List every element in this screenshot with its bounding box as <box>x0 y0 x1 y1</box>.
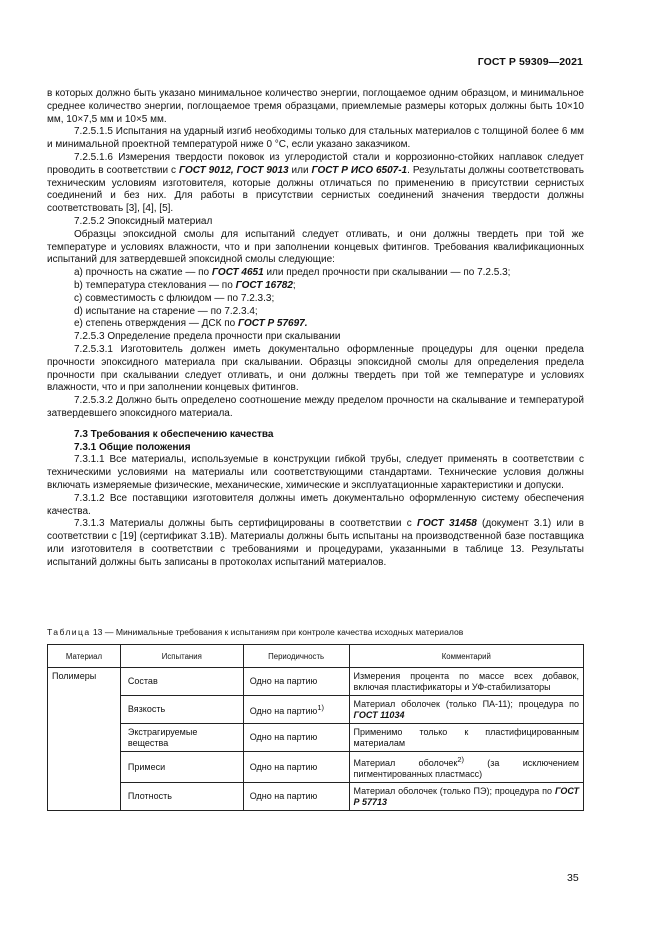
frequency-cell <box>243 668 349 696</box>
comment-cell <box>349 752 583 783</box>
paragraph-7-2-5-1-6 <box>47 152 584 216</box>
column-header-material: Материал <box>48 645 121 668</box>
text-segment: b) температура стеклования — по <box>74 279 236 291</box>
caption-text: 13 — Минимальные требования к испытаниям при контроле качества исходных материалов <box>90 627 464 637</box>
standard-reference: ГОСТ 11034 <box>353 709 405 720</box>
table-row <box>48 783 584 811</box>
comment-cell <box>349 668 583 696</box>
comment-text: Материал оболочек (только ПА-11); процедура по <box>353 698 579 709</box>
footnote-marker: 1) <box>317 703 324 712</box>
document-body <box>47 88 584 569</box>
standard-reference: ГОСТ Р 57713 <box>353 785 579 807</box>
comment-cell <box>349 724 583 752</box>
text-segment: 7.3.1.3 Материалы должны быть сертифицированы в соответствии с <box>74 518 417 530</box>
list-item: c) совместимость с флюидом — по 7.2.3.3; <box>74 292 275 304</box>
paragraph: Образцы эпоксидной смолы для испытаний следует отливать, и они должны твердеть при той же температуре и условиях влажности, что и при заполнении концевых фитингов. Требования квалификационных испытаний для затвердевшей эпоксидной смолы следующие: <box>47 228 584 266</box>
frequency-text: Одно на партию <box>249 676 318 686</box>
table-header-row <box>48 645 584 668</box>
list-item <box>47 318 584 331</box>
table-row <box>48 696 584 724</box>
paragraph: в которых должно быть указано минимальное количество энергии, поглощаемое одним образцом, и минимальное среднее количество энергии, поглощаемое тремя образцами, приемлемые размеры которых должны быть 10×10 мм, 10×7,5 мм и 10×5 мм. <box>47 88 584 125</box>
paragraph: 7.2.5.3.1 Изготовитель должен иметь документально оформленные процедуры для оценки предела прочности эпоксидного материала при скалывании. Образцы эпоксидной смолы для определения предела прочности при скалывании следует отливать, и они должны твердеть при той же температуре и условиях влажности, что и при заполнении концевых фитингов. <box>47 343 584 394</box>
table-row <box>48 668 584 696</box>
paragraph: 7.2.5.3.2 Должно быть определено соотношение между пределом прочности на скалывание и температурой затвердевшего эпоксидного материала. <box>47 395 584 419</box>
list-item: d) испытание на старение — по 7.2.3.4; <box>74 305 258 317</box>
comment-text: Материал оболочек (только ПЭ); процедура по <box>353 785 555 796</box>
text-segment: (документ 3.1) или в соответствии с [19] (сертификат 3.1В). Материалы должны быть испытаны на производственной базе поставщика или изготовителя в соответствии с требованиями и процедурами, указанными в таблице 13. Результаты испытаний должны быть записаны в протоколах испытаний материалов. <box>47 518 584 568</box>
list-item <box>47 267 584 280</box>
comment-text: Применимо только к пластифицированным материалам <box>353 726 579 748</box>
test-cell: Состав <box>120 668 243 696</box>
test-cell: Плотность <box>120 783 243 811</box>
text-segment: 7.2.5.1.6 Измерения твердости поковок из углеродистой стали и коррозионно-стойких наплавок следует проводить в соответствии с <box>47 151 584 176</box>
frequency-cell <box>243 724 349 752</box>
standard-reference: ГОСТ Р 57697. <box>237 318 308 330</box>
section-heading-7-3-1: 7.3.1 Общие положения <box>74 441 191 453</box>
text-segment: или предел прочности при скалывании — по 7.2.5.3; <box>263 267 511 279</box>
table-row <box>48 724 584 752</box>
comment-text: (за исключением пигментированных пластмасс) <box>353 758 579 779</box>
text-segment: или <box>288 164 312 176</box>
text-segment: e) степень отверждения — ДСК по <box>74 318 238 330</box>
table-caption <box>47 627 587 637</box>
subsection-heading: 7.2.5.2 Эпоксидный материал <box>74 215 213 227</box>
frequency-cell <box>243 696 349 724</box>
standard-reference: ГОСТ 4651 <box>211 267 264 279</box>
paragraph-7-2-5-1-5: 7.2.5.1.5 Испытания на ударный изгиб необходимы только для стальных материалов с толщиной более 6 мм и минимальной проектной температурой ниже 0 °С, если указано заказчиком. <box>47 126 584 151</box>
frequency-text: Одно на партию <box>249 732 318 742</box>
frequency-cell <box>243 783 349 811</box>
frequency-text: Одно на партию <box>249 761 318 772</box>
paragraph: 7.3.1.1 Все материалы, используемые в конструкции гибкой трубы, следует применять в соответствии с техническими условиями на материалы или соответствующими стандартами. Технические условия должны включать измеряемые физические, механические, химические и эксплуатационные характеристики и допуски. <box>47 454 584 491</box>
section-heading-7-3: 7.3 Требования к обеспечению качества <box>74 428 274 440</box>
text-segment: а) прочность на сжатие — по <box>74 267 212 279</box>
frequency-text: Одно на партию <box>249 791 318 801</box>
table-row <box>48 752 584 783</box>
material-cell: Полимеры <box>48 668 121 811</box>
column-header-frequency: Периодичность <box>243 645 349 668</box>
footnote-marker: 2) <box>457 755 464 764</box>
text-segment: ; <box>292 279 296 291</box>
column-header-tests: Испытания <box>120 645 243 668</box>
subsection-heading: 7.2.5.3 Определение предела прочности при скалывании <box>74 331 341 343</box>
page-number: 35 <box>567 872 579 884</box>
standard-reference: ГОСТ 31458 <box>416 518 477 530</box>
standard-reference: ГОСТ Р ИСО 6507-1 <box>311 164 408 176</box>
frequency-text: Одно на партию <box>249 706 318 716</box>
caption-label: Таблица <box>47 627 91 637</box>
test-cell: Вязкость <box>120 696 243 724</box>
test-cell: Примеси <box>120 752 243 783</box>
standard-reference: ГОСТ 9012, ГОСТ 9013 <box>178 164 289 176</box>
document-id-header: ГОСТ Р 59309—2021 <box>477 56 583 68</box>
comment-cell <box>349 696 583 724</box>
requirements-table <box>47 644 584 811</box>
column-header-comment: Комментарий <box>349 645 583 668</box>
comment-cell <box>349 783 583 811</box>
comment-text: Материал оболочек <box>353 758 458 768</box>
paragraph: 7.3.1.2 Все поставщики изготовителя должны иметь документально оформленную систему обеспечения качества. <box>47 492 584 517</box>
test-cell: Экстрагируемые вещества <box>120 724 243 752</box>
frequency-cell <box>243 752 349 783</box>
comment-text: Измерения процента по массе всех добавок, включая пластификаторы и УФ-стабилизаторы <box>353 670 579 692</box>
text-segment: . Результаты должны соответствовать техническим условиям изготовителя, которые должны отличаться по применению в присутствии сернистых соединений и без них. Для работы в присутствии сернистых соединений значения твердости должны соответствовать [3], [4], [5]. <box>47 164 584 215</box>
paragraph <box>47 518 584 569</box>
list-item <box>47 280 584 293</box>
standard-reference: ГОСТ 16782 <box>235 279 293 291</box>
